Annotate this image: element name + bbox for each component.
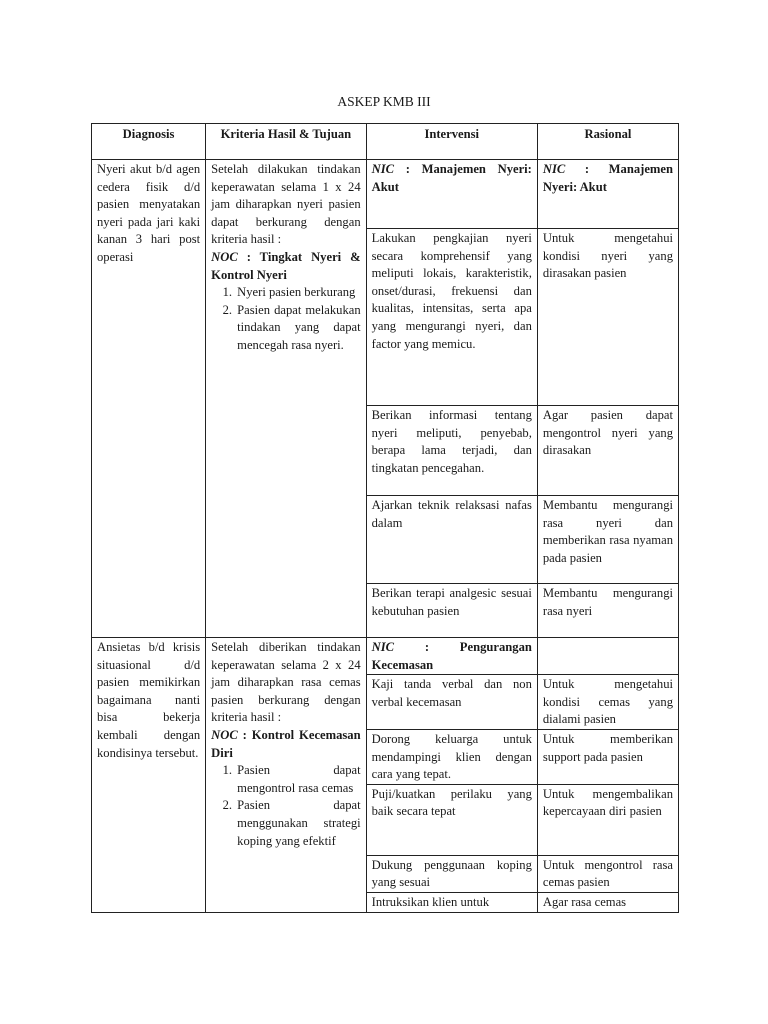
intervensi-cell: Berikan terapi analgesic sesuai kebutuhan pasien [366, 584, 537, 638]
nic-heading-cell [366, 638, 537, 675]
criteria-item: 1. Pasien dapat mengontrol rasa cemas [235, 762, 360, 797]
intervensi-cell: Kaji tanda verbal dan non verbal kecemasan [366, 675, 537, 730]
rasional-cell: Agar rasa cemas [537, 892, 678, 912]
diagnosis-text: Nyeri akut b/d agen cedera fisik d/d pasien menyatakan nyeri pada jari kaki kanan 3 hari post operasi [97, 162, 201, 264]
intervensi-cell: Berikan informasi tentang nyeri meliputi, penyebab, berapa lama terjadi, dan tingkatan pencegahan. [366, 406, 537, 496]
header-diagnosis: Diagnosis [92, 124, 206, 160]
rasional-cell: Untuk mengetahui kondisi cemas yang dialami pasien [537, 675, 678, 730]
diagnosis-text: Ansietas b/d krisis situasional d/d pasien memikirkan bagaimana nanti bisa bekerja kembali dengan kondisinya tersebut. [97, 640, 201, 760]
noc-heading [211, 727, 360, 762]
noc-label: : Kontrol Kecemasan Diri [211, 727, 361, 760]
nic-label: : Manajemen Nyeri: Akut [371, 162, 532, 194]
intervensi-cell: Intruksikan klien untuk [366, 892, 537, 912]
table-row [92, 160, 679, 229]
table-header-row [92, 124, 679, 160]
criteria-list [211, 762, 360, 850]
noc-heading [211, 249, 360, 284]
rasional-cell: Agar pasien dapat mengontrol nyeri yang dirasakan [537, 406, 678, 496]
header-kriteria: Kriteria Hasil & Tujuan [206, 124, 366, 160]
intervensi-cell: Puji/kuatkan perilaku yang baik secara tepat [366, 784, 537, 855]
criteria-item: 2. Pasien dapat menggunakan strategi koping yang efektif [235, 797, 360, 850]
criteria-item: 1. Nyeri pasien berkurang [235, 284, 360, 302]
rasional-cell: Untuk memberikan support pada pasien [537, 729, 678, 784]
diagnosis-cell-2 [92, 638, 206, 913]
document-title: ASKEP KMB III [337, 94, 431, 109]
rasional-nic-prefix: NIC [542, 162, 566, 176]
rasional-nic-label: : Manajemen Nyeri: Akut [542, 162, 673, 194]
rasional-cell: Untuk mengetahui kondisi nyeri yang dirasakan pasien [537, 229, 678, 406]
nic-prefix: NIC [371, 162, 395, 176]
kriteria-intro: Setelah dilakukan tindakan keperawatan selama 1 x 24 jam diharapkan nyeri pasien dapat berkurang dengan kriteria hasil : [211, 162, 361, 247]
criteria-item: 2. Pasien dapat melakukan tindakan yang dapat mencegah rasa nyeri. [235, 302, 360, 355]
rasional-cell: Untuk mengembalikan kepercayaan diri pasien [537, 784, 678, 855]
nic-label: : Pengurangan Kecemasan [371, 640, 532, 672]
kriteria-cell-1 [206, 160, 366, 638]
nic-prefix: NIC [371, 640, 395, 654]
diagnosis-cell-1 [92, 160, 206, 638]
rasional-cell: Untuk mengontrol rasa cemas pasien [537, 855, 678, 892]
rasional-nic-heading-cell [537, 160, 678, 229]
rasional-cell: Membantu mengurangi rasa nyeri [537, 584, 678, 638]
nic-heading-cell [366, 160, 537, 229]
noc-label: : Tingkat Nyeri & Kontrol Nyeri [211, 249, 361, 282]
noc-prefix: NOC [211, 727, 238, 742]
noc-prefix: NOC [211, 249, 238, 264]
intervensi-cell: Dukung penggunaan koping yang sesuai [366, 855, 537, 892]
intervensi-cell: Ajarkan teknik relaksasi nafas dalam [366, 496, 537, 584]
kriteria-cell-2 [206, 638, 366, 913]
table-row [92, 638, 679, 675]
rasional-empty-cell [537, 638, 678, 675]
askep-table [91, 123, 679, 913]
rasional-cell: Membantu mengurangi rasa nyeri dan memberikan rasa nyaman pada pasien [537, 496, 678, 584]
criteria-list [211, 284, 360, 354]
header-rasional: Rasional [537, 124, 678, 160]
intervensi-cell: Lakukan pengkajian nyeri secara komprehensif yang meliputi lokais, karakteristik, onset/durasi, frekuensi dan kualitas, intensitas, serta apa yang mengurangi nyeri, dan factor yang memicu. [366, 229, 537, 406]
header-intervensi: Intervensi [366, 124, 537, 160]
intervensi-cell: Dorong keluarga untuk mendampingi klien dengan cara yang tepat. [366, 729, 537, 784]
kriteria-intro: Setelah diberikan tindakan keperawatan selama 2 x 24 jam diharapkan rasa cemas pasien berkurang dengan kriteria hasil : [211, 640, 361, 725]
